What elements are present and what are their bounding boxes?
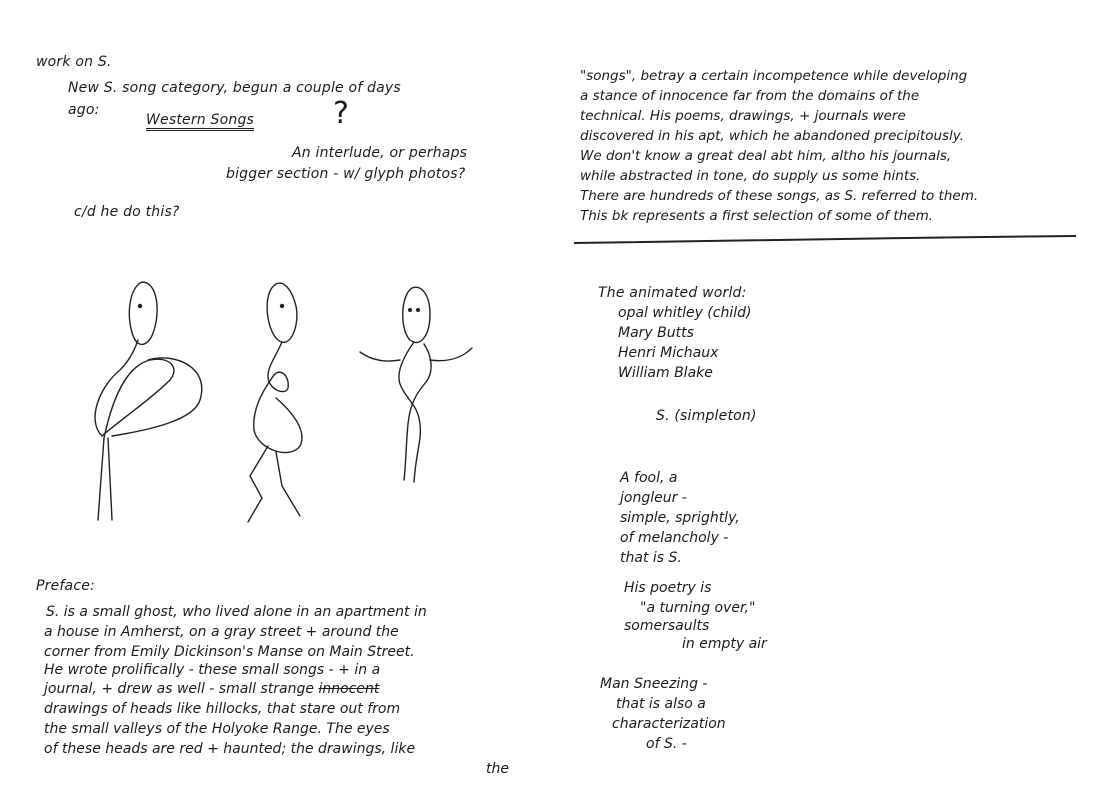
preface-line: the small valleys of the Holyoke Range. The eyes [44, 721, 390, 737]
intro-line: There are hundreds of these songs, as S. referred to them. [580, 188, 979, 204]
preface-line: the [486, 761, 509, 777]
sneezing-line: characterization [612, 716, 726, 732]
list-item: William Blake [618, 365, 713, 381]
intro-line: "songs", betray a certain incompetence while developing [580, 68, 968, 84]
preface-line: a house in Amherst, on a gray street + around the [44, 624, 399, 640]
simpleton-note: S. (simpleton) [656, 408, 757, 424]
struck-word: innocent [318, 681, 380, 697]
sneezing-line: of S. - [646, 736, 687, 752]
poetry-line: in empty air [682, 636, 767, 652]
fool-line: of melancholy - [620, 530, 729, 546]
list-item: opal whitley (child) [618, 305, 752, 321]
poetry-line: "a turning over," [640, 600, 756, 616]
interlude-line-1: An interlude, or perhaps [292, 145, 468, 161]
intro-text [580, 66, 978, 226]
list-item: Mary Butts [618, 325, 694, 341]
stick-figure-2 [248, 283, 302, 522]
preface-line [44, 679, 509, 699]
question-note: c/d he do this? [74, 204, 180, 220]
intro-line: We don't know a great deal abt him, altho his journals, [580, 148, 952, 164]
preface-line: drawings of heads like hillocks, that stare out from [44, 701, 401, 717]
fool-line: A fool, a [620, 470, 678, 486]
header-note: work on S. [36, 54, 112, 70]
intro-line: technical. His poems, drawings, + journals were [580, 108, 906, 124]
sneezing-description [600, 674, 726, 754]
intro-line: This bk represents a first selection of some of them. [580, 208, 934, 224]
animated-world-heading: The animated world: [598, 285, 747, 301]
note-line-1: New S. song category, begun a couple of days [68, 80, 401, 96]
poetry-description [624, 578, 767, 654]
sneezing-line: that is also a [616, 696, 706, 712]
preface-text [46, 602, 509, 779]
preface-line: corner from Emily Dickinson's Manse on Main Street. [44, 644, 415, 660]
interlude-line-2: bigger section - w/ glyph photos? [226, 166, 466, 182]
animated-world-list [618, 303, 751, 383]
stick-figure-3 [360, 287, 472, 482]
fool-line: that is S. [620, 550, 682, 566]
intro-line: a stance of innocence far from the domains of the [580, 88, 920, 104]
preface-line [44, 662, 509, 679]
preface-line: S. is a small ghost, who lived alone in an apartment in [46, 604, 427, 620]
poetry-line: His poetry is [624, 580, 712, 596]
preface-line: of these heads are red + haunted; the drawings, like [44, 741, 416, 757]
preface-line-text: He wrote prolifically - these small songs - + in a [44, 662, 381, 678]
category-title: Western Songs [146, 112, 255, 128]
list-item: Henri Michaux [618, 345, 719, 361]
divider-line [574, 236, 1076, 243]
poetry-line: somersaults [624, 618, 710, 634]
stick-figure-1 [95, 282, 202, 520]
fool-description [620, 468, 740, 568]
intro-line: discovered in his apt, which he abandoned precipitously. [580, 128, 965, 144]
preface-line-text: journal, + drew as well - small strange [44, 681, 315, 697]
fool-line: simple, sprightly, [620, 510, 740, 526]
sneezing-line: Man Sneezing - [600, 676, 708, 692]
question-mark: ? [333, 96, 349, 131]
fool-line: jongleur - [620, 490, 687, 506]
intro-line: while abstracted in tone, do supply us some hints. [580, 168, 921, 184]
note-line-2: ago: [68, 102, 100, 118]
preface-heading: Preface: [36, 578, 95, 594]
